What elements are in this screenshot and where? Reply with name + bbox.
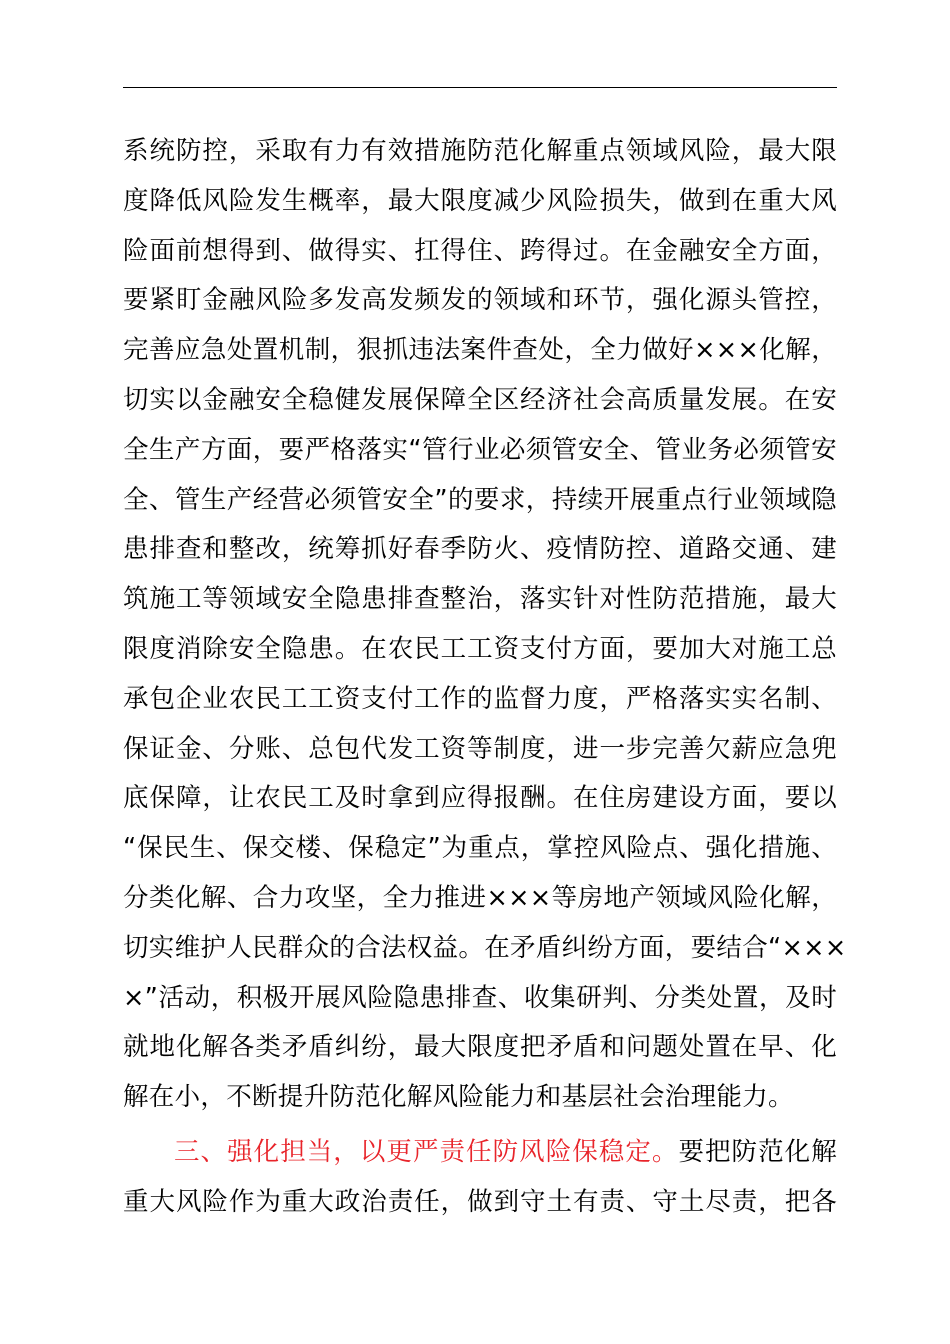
paragraph [123, 127, 847, 1123]
text-line: 筑施工等领域安全隐患排查整治，落实针对性防范措施，最大 [123, 584, 837, 615]
text-line: 解在小，不断提升防范化解风险能力和基层社会治理能力。 [123, 1082, 794, 1113]
text-line: 完善应急处置机制，狠抓违法案件查处，全力做好×××化解， [123, 335, 837, 366]
text-line: 全生产方面，要严格落实“管行业必须管安全、管业务必须管安 [123, 434, 837, 465]
section-heading-line [123, 1128, 837, 1178]
document-body [123, 127, 847, 1228]
section-heading: 三、强化担当，以更严责任防风险保稳定。 [174, 1136, 679, 1167]
text-line: 承包企业农民工工资支付工作的监督力度，严格落实实名制、 [123, 683, 837, 714]
text-line: 限度消除安全隐患。在农民工工资支付方面，要加大对施工总 [123, 633, 837, 664]
text-line: 系统防控，采取有力有效措施防范化解重点领域风险，最大限 [123, 136, 837, 166]
text-line: ×”活动，积极开展风险隐患排查、收集研判、分类处置，及时 [123, 982, 837, 1013]
text-line: 要紧盯金融风险多发高发频发的领域和环节，强化源头管控， [123, 285, 837, 316]
text-line: 度降低风险发生概率，最大限度减少风险损失，做到在重大风 [123, 185, 837, 216]
header-rule [123, 87, 837, 88]
paragraph [123, 1128, 837, 1228]
text-line: “保民生、保交楼、保稳定”为重点，掌控风险点、强化措施、 [123, 833, 837, 864]
text-line: 分类化解、合力攻坚，全力推进×××等房地产领域风险化解， [123, 882, 837, 913]
text-line: 险面前想得到、做得实、扛得住、跨得过。在金融安全方面， [123, 235, 837, 266]
text-line: 全、管生产经营必须管安全”的要求，持续开展重点行业领域隐 [123, 484, 837, 515]
text-run: 要把防范化解 [678, 1136, 838, 1167]
text-line: 保证金、分账、总包代发工资等制度，进一步完善欠薪应急兜 [123, 733, 837, 764]
text-line: 重大风险作为重大政治责任，做到守土有责、守土尽责，把各 [123, 1186, 837, 1217]
text-line: 底保障，让农民工及时拿到应得报酬。在住房建设方面，要以 [123, 783, 837, 814]
text-line: 就地化解各类矛盾纠纷，最大限度把矛盾和问题处置在早、化 [123, 1032, 837, 1063]
text-line: 切实维护人民群众的合法权益。在矛盾纠纷方面，要结合“××× [123, 932, 847, 963]
text-line: 患排查和整改，统筹抓好春季防火、疫情防控、道路交通、建 [123, 534, 837, 565]
text-line: 切实以金融安全稳健发展保障全区经济社会高质量发展。在安 [123, 384, 837, 415]
